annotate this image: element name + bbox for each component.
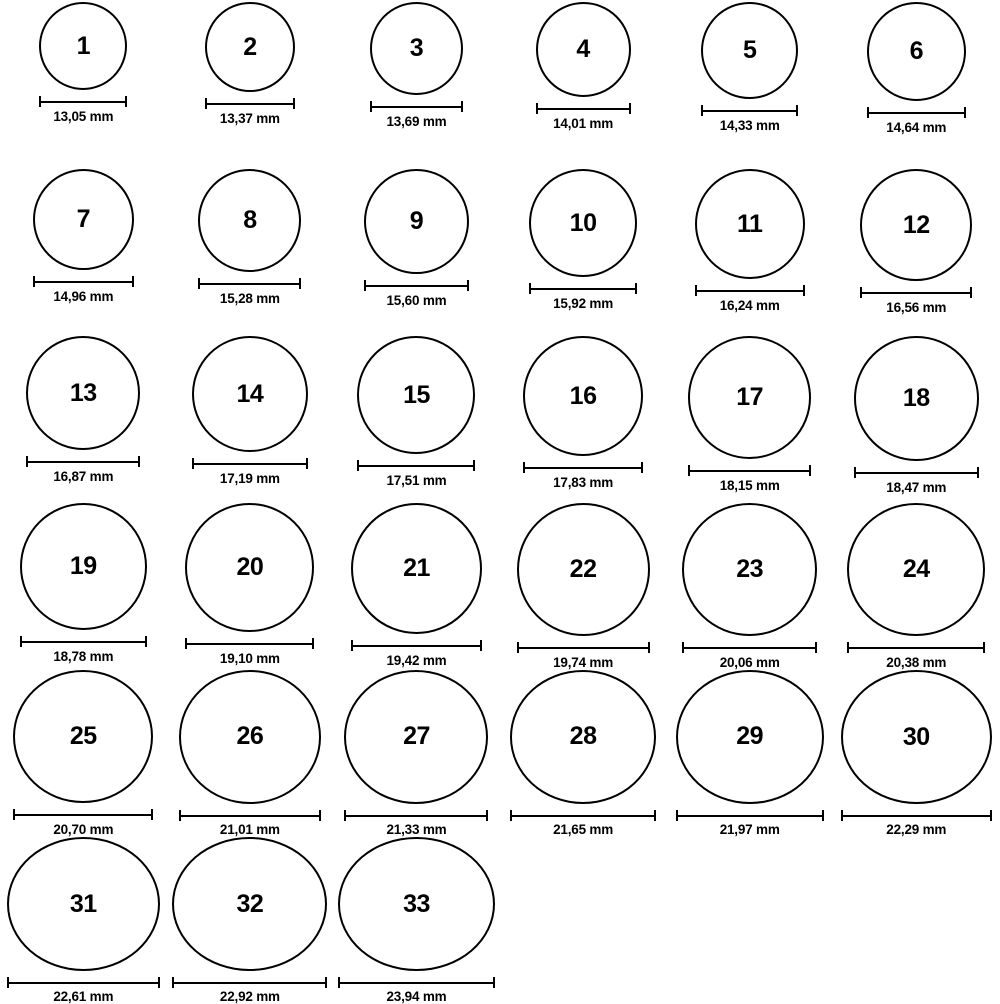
ruler-line — [867, 112, 966, 114]
ring-circle — [33, 169, 134, 270]
ruler-line — [13, 814, 153, 816]
diameter-ruler — [192, 458, 308, 468]
diameter-ruler — [33, 276, 134, 286]
ruler-tick-left — [20, 636, 22, 647]
diameter-label: 20,38 mm — [886, 655, 947, 670]
diameter-ruler — [860, 287, 972, 297]
ring-size-number: 32 — [236, 889, 264, 918]
diameter-label: 17,83 mm — [553, 475, 614, 490]
ruler-tick-left — [510, 810, 512, 821]
ruler-line — [701, 110, 798, 112]
ring-circle — [39, 2, 127, 90]
ruler-tick-left — [7, 977, 9, 988]
ruler-tick-right — [467, 280, 469, 291]
ruler-line — [33, 281, 134, 283]
ruler-tick-right — [480, 640, 482, 651]
ring-size-cell[interactable] — [500, 336, 667, 503]
ring-circle — [205, 2, 295, 92]
ring-size-cell[interactable] — [833, 670, 1000, 837]
ruler-line — [847, 647, 985, 649]
ruler-line — [370, 106, 463, 108]
diameter-ruler — [351, 640, 482, 650]
ruler-tick-right — [145, 636, 147, 647]
diameter-label: 22,92 mm — [219, 989, 280, 1004]
ring-circle — [688, 336, 811, 459]
ruler-tick-right — [493, 977, 495, 988]
ring-size-cell[interactable] — [666, 670, 833, 837]
ruler-tick-right — [964, 107, 966, 118]
ruler-line — [682, 647, 817, 649]
ruler-tick-right — [461, 101, 463, 112]
ring-size-cell[interactable] — [500, 503, 667, 670]
ruler-tick-left — [529, 283, 531, 294]
diameter-ruler — [370, 101, 463, 111]
diameter-ruler — [179, 810, 321, 819]
ring-size-cell[interactable] — [333, 336, 500, 503]
diameter-label: 13,69 mm — [386, 114, 447, 129]
diameter-label: 14,64 mm — [886, 120, 947, 135]
ring-circle — [7, 837, 160, 971]
ring-circle — [523, 336, 643, 456]
ring-size-number: 7 — [76, 205, 90, 233]
ring-size-cell[interactable] — [666, 169, 833, 336]
ring-size-cell[interactable] — [333, 2, 500, 169]
ring-size-cell[interactable] — [0, 837, 167, 1004]
ring-size-number: 10 — [569, 208, 597, 237]
diameter-label: 18,78 mm — [53, 649, 114, 664]
ruler-line — [536, 108, 631, 110]
diameter-label: 14,33 mm — [719, 118, 780, 133]
ring-size-cell[interactable] — [0, 670, 167, 837]
diameter-label: 19,74 mm — [553, 655, 614, 670]
ring-size-cell[interactable] — [167, 169, 334, 336]
ring-size-number: 33 — [403, 889, 430, 918]
diameter-label: 21,33 mm — [386, 822, 447, 837]
ruler-tick-left — [33, 276, 35, 287]
ring-size-cell[interactable] — [833, 336, 1000, 503]
ruler-tick-left — [517, 642, 519, 653]
ring-circle — [20, 503, 147, 630]
ruler-tick-right — [319, 810, 321, 821]
ring-size-number: 19 — [69, 552, 97, 580]
ring-size-number: 24 — [902, 555, 930, 584]
diameter-ruler — [701, 105, 798, 115]
diameter-ruler — [529, 283, 637, 293]
ring-circle — [860, 169, 972, 281]
ruler-line — [510, 815, 656, 817]
ruler-tick-left — [185, 638, 187, 649]
ruler-line — [338, 982, 495, 984]
ruler-tick-right — [809, 465, 811, 476]
diameter-label: 13,05 mm — [53, 109, 114, 124]
ruler-tick-right — [293, 98, 295, 109]
ring-circle — [529, 169, 637, 277]
ring-size-number: 1 — [76, 31, 90, 60]
ring-circle — [198, 169, 301, 272]
ring-size-number: 26 — [236, 722, 264, 751]
ruler-tick-right — [983, 642, 985, 653]
ruler-tick-left — [172, 977, 174, 988]
ring-size-number: 28 — [569, 722, 597, 751]
diameter-ruler — [205, 98, 295, 108]
ring-size-cell[interactable] — [0, 169, 167, 336]
diameter-ruler — [338, 977, 495, 986]
ruler-tick-right — [803, 285, 805, 296]
diameter-label: 16,56 mm — [886, 300, 947, 315]
diameter-label: 18,47 mm — [886, 480, 947, 495]
ring-circle — [338, 837, 495, 971]
ruler-line — [854, 472, 979, 474]
ring-size-number: 15 — [403, 380, 430, 409]
ring-circle — [847, 503, 985, 636]
ruler-tick-right — [654, 810, 656, 821]
diameter-ruler — [688, 465, 811, 475]
ruler-line — [351, 645, 482, 647]
diameter-label: 17,51 mm — [386, 473, 447, 488]
ruler-line — [185, 643, 314, 645]
diameter-ruler — [523, 462, 643, 472]
ring-size-number: 8 — [243, 206, 257, 234]
ruler-tick-left — [847, 642, 849, 653]
ruler-tick-left — [682, 642, 684, 653]
ruler-tick-right — [151, 809, 153, 820]
ring-size-cell[interactable] — [0, 2, 167, 169]
ruler-tick-left — [13, 809, 15, 820]
ring-circle — [26, 336, 140, 450]
diameter-label: 18,15 mm — [719, 478, 780, 493]
ruler-tick-right — [629, 103, 631, 114]
ring-size-cell[interactable] — [833, 169, 1000, 336]
ruler-line — [364, 285, 469, 287]
diameter-ruler — [357, 460, 475, 470]
ruler-tick-left — [26, 456, 28, 467]
ring-size-cell[interactable] — [333, 503, 500, 670]
diameter-ruler — [7, 977, 160, 986]
ring-size-cell[interactable] — [500, 670, 667, 837]
ruler-tick-left — [351, 640, 353, 651]
ring-size-cell[interactable] — [500, 2, 667, 169]
diameter-label: 20,06 mm — [719, 655, 780, 670]
ruler-tick-left — [860, 287, 862, 298]
ruler-tick-right — [125, 96, 127, 107]
diameter-ruler — [364, 280, 469, 290]
ruler-line — [523, 467, 643, 469]
diameter-label: 22,29 mm — [886, 822, 947, 837]
diameter-label: 21,01 mm — [219, 822, 280, 837]
ruler-tick-left — [523, 462, 525, 473]
ring-circle — [179, 670, 321, 804]
ruler-line — [179, 815, 321, 817]
ruler-line — [26, 461, 140, 463]
ring-circle — [854, 336, 979, 461]
diameter-label: 17,19 mm — [219, 471, 280, 486]
ring-circle — [676, 670, 824, 804]
ring-size-cell[interactable] — [500, 169, 667, 336]
diameter-ruler — [695, 285, 805, 295]
diameter-ruler — [510, 810, 656, 819]
diameter-label: 20,70 mm — [53, 822, 114, 837]
ring-size-number: 27 — [403, 722, 430, 751]
ring-size-number: 21 — [403, 554, 430, 582]
ruler-tick-left — [338, 977, 340, 988]
ring-circle — [695, 169, 805, 279]
ruler-tick-left — [39, 96, 41, 107]
ruler-tick-right — [635, 283, 637, 294]
diameter-ruler — [676, 810, 824, 819]
ruler-tick-right — [158, 977, 160, 988]
ruler-line — [860, 292, 972, 294]
diameter-ruler — [847, 642, 985, 652]
ring-size-cell[interactable] — [666, 503, 833, 670]
ring-circle — [344, 670, 488, 804]
ring-size-number: 14 — [236, 379, 264, 408]
ring-size-cell[interactable] — [333, 670, 500, 837]
ring-circle — [682, 503, 817, 636]
ring-size-cell[interactable] — [333, 169, 500, 336]
ruler-tick-right — [815, 642, 817, 653]
ring-circle — [364, 169, 469, 274]
diameter-ruler — [344, 810, 488, 819]
ring-size-cell[interactable] — [0, 336, 167, 503]
ruler-tick-right — [312, 638, 314, 649]
ruler-tick-left — [370, 101, 372, 112]
ring-size-cell[interactable] — [167, 336, 334, 503]
ruler-line — [39, 101, 127, 103]
ring-size-number: 9 — [409, 207, 424, 235]
diameter-label: 16,24 mm — [719, 298, 780, 313]
ruler-tick-right — [486, 810, 488, 821]
ruler-tick-left — [695, 285, 697, 296]
ring-size-cell[interactable] — [833, 503, 1000, 670]
diameter-ruler — [841, 810, 992, 819]
ruler-tick-right — [822, 810, 824, 821]
ring-size-number: 11 — [736, 209, 763, 238]
diameter-label: 15,28 mm — [219, 291, 280, 306]
ruler-tick-left — [867, 107, 869, 118]
ring-size-cell[interactable] — [333, 837, 500, 1004]
ring-size-number: 30 — [902, 722, 930, 751]
ruler-tick-left — [854, 467, 856, 478]
ring-size-number: 13 — [69, 378, 97, 407]
ruler-tick-right — [990, 810, 992, 821]
ruler-line — [20, 641, 147, 643]
ruler-line — [517, 647, 650, 649]
diameter-ruler — [172, 977, 327, 986]
ruler-tick-left — [357, 460, 359, 471]
diameter-ruler — [867, 107, 966, 117]
ruler-tick-right — [138, 456, 140, 467]
ruler-tick-left — [841, 810, 843, 821]
ring-size-cell[interactable] — [666, 2, 833, 169]
diameter-label: 14,96 mm — [53, 289, 114, 304]
ruler-line — [192, 463, 308, 465]
ruler-line — [344, 815, 488, 817]
diameter-label: 23,94 mm — [386, 989, 447, 1004]
ring-size-number: 12 — [902, 210, 930, 239]
ruler-tick-right — [132, 276, 134, 287]
ring-size-number: 20 — [236, 553, 264, 581]
ring-circle — [351, 503, 482, 634]
ring-size-number: 6 — [909, 37, 923, 65]
ring-size-cell[interactable] — [0, 503, 167, 670]
ruler-line — [357, 465, 475, 467]
ring-circle — [172, 837, 327, 971]
ruler-line — [205, 103, 295, 105]
ruler-tick-right — [473, 460, 475, 471]
ruler-tick-right — [648, 642, 650, 653]
ring-circle — [867, 2, 966, 101]
ring-size-cell[interactable] — [833, 2, 1000, 169]
ruler-tick-left — [192, 458, 194, 469]
diameter-label: 19,42 mm — [386, 653, 447, 668]
ruler-tick-left — [198, 278, 200, 289]
ring-size-cell[interactable] — [167, 503, 334, 670]
ring-circle — [510, 670, 656, 804]
ruler-tick-right — [796, 105, 798, 116]
ring-circle — [517, 503, 650, 636]
ring-size-cell[interactable] — [167, 670, 334, 837]
ring-size-number: 17 — [736, 383, 764, 411]
diameter-label: 15,92 mm — [553, 296, 614, 311]
diameter-ruler — [20, 636, 147, 646]
ruler-line — [172, 982, 327, 984]
ruler-tick-right — [306, 458, 308, 469]
ring-circle — [370, 2, 463, 95]
ruler-tick-right — [641, 462, 643, 473]
diameter-ruler — [13, 809, 153, 819]
diameter-label: 16,87 mm — [53, 469, 114, 484]
ring-size-number: 22 — [569, 555, 597, 583]
ring-size-cell[interactable] — [167, 837, 334, 1004]
diameter-label: 21,65 mm — [553, 822, 614, 837]
ring-circle — [185, 503, 314, 632]
diameter-label: 19,10 mm — [219, 651, 280, 666]
diameter-ruler — [517, 642, 650, 652]
diameter-ruler — [39, 96, 127, 106]
ruler-tick-left — [344, 810, 346, 821]
ruler-line — [529, 288, 637, 290]
ring-size-number: 3 — [409, 34, 424, 62]
ring-size-cell[interactable] — [167, 2, 334, 169]
ruler-line — [695, 290, 805, 292]
ruler-line — [688, 470, 811, 472]
ring-size-number: 16 — [569, 381, 597, 410]
diameter-ruler — [26, 456, 140, 466]
ring-circle — [13, 670, 153, 803]
ruler-tick-right — [970, 287, 972, 298]
diameter-ruler — [854, 467, 979, 477]
diameter-label: 21,97 mm — [719, 822, 780, 837]
ring-circle — [536, 2, 631, 97]
ruler-tick-left — [676, 810, 678, 821]
ring-size-number: 4 — [576, 35, 590, 63]
ring-circle — [701, 2, 798, 99]
ring-size-number: 31 — [69, 889, 97, 918]
ruler-tick-left — [536, 103, 538, 114]
ruler-line — [676, 815, 824, 817]
ruler-tick-left — [205, 98, 207, 109]
ruler-tick-left — [179, 810, 181, 821]
ruler-line — [841, 815, 992, 817]
ring-circle — [192, 336, 308, 452]
diameter-ruler — [198, 278, 301, 288]
ring-size-number: 29 — [736, 722, 764, 751]
diameter-label: 14,01 mm — [553, 116, 614, 131]
diameter-ruler — [185, 638, 314, 648]
ring-circle — [841, 670, 992, 804]
ruler-tick-right — [977, 467, 979, 478]
diameter-label: 13,37 mm — [219, 111, 280, 126]
ring-circle — [357, 336, 475, 454]
diameter-ruler — [682, 642, 817, 652]
ring-size-number: 18 — [902, 384, 930, 412]
ruler-line — [198, 283, 301, 285]
diameter-label: 15,60 mm — [386, 293, 447, 308]
ruler-tick-left — [364, 280, 366, 291]
ruler-line — [7, 982, 160, 984]
ruler-tick-right — [299, 278, 301, 289]
diameter-ruler — [536, 103, 631, 113]
ruler-tick-left — [688, 465, 690, 476]
ring-size-number: 2 — [243, 32, 257, 61]
diameter-label: 22,61 mm — [53, 989, 114, 1004]
ring-size-cell[interactable] — [666, 336, 833, 503]
ring-size-number: 25 — [69, 722, 97, 751]
ring-size-number: 5 — [742, 36, 757, 64]
ring-size-number: 23 — [736, 555, 764, 584]
ruler-tick-right — [325, 977, 327, 988]
ruler-tick-left — [701, 105, 703, 116]
